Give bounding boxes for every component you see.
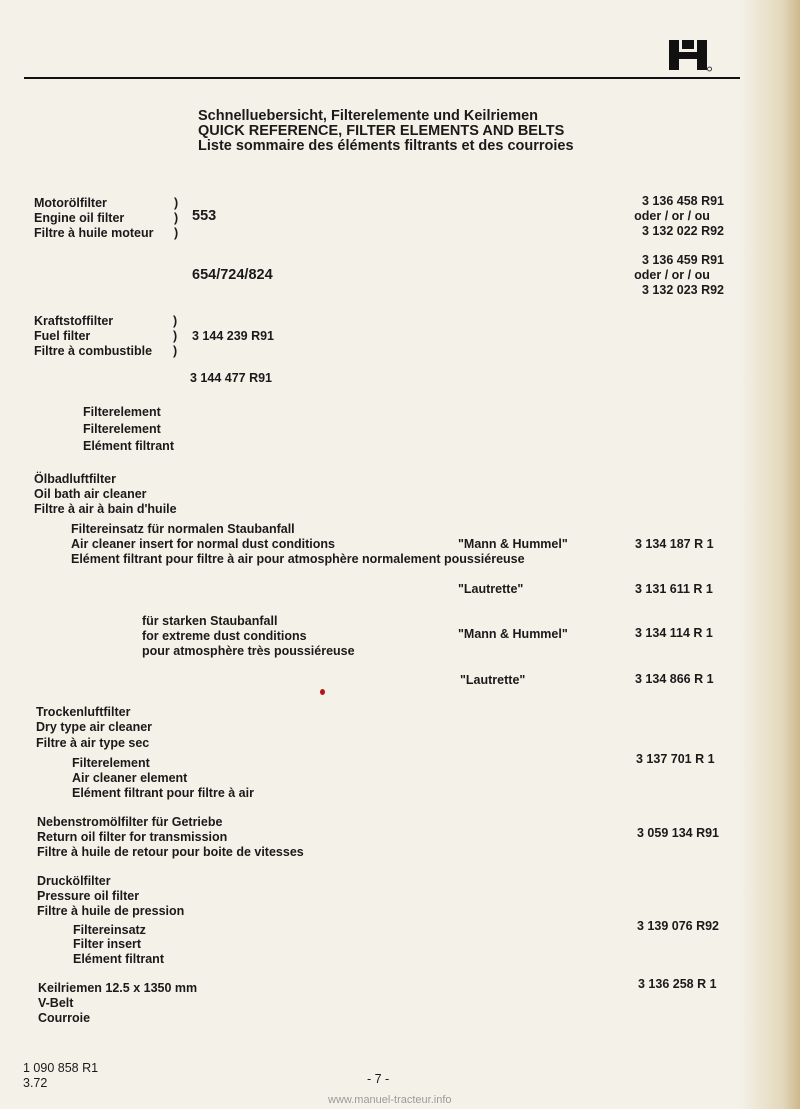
fuel-element-en: Filterelement [83,422,161,436]
oil-bath-label-fr: Filtre à air à bain d'huile [34,502,177,516]
fuel-part-1: 3 144 239 R91 [192,329,275,343]
oil-bath-normal-en: Air cleaner insert for normal dust conditions [71,537,335,551]
dry-type-label-en: Dry type air cleaner [36,720,153,734]
engine-oil-part-553-a: 3 136 458 R91 [641,194,724,208]
pressure-oil-insert-en: Filter insert [73,937,142,951]
engine-oil-label-de: Motorölfilter [34,196,107,210]
oil-bath-normal-part-mann-hummel: 3 134 187 R 1 [635,537,714,551]
pressure-oil-insert-fr: Elément filtrant [73,952,164,966]
return-oil-label-fr: Filtre à huile de retour pour boite de vitesses [37,845,304,859]
page-title [198,109,574,154]
pressure-oil-part: 3 139 076 R92 [637,919,720,933]
oil-bath-normal-fr: Elément filtrant pour filtre à air pour atmosphère normalement poussiéreuse [71,552,525,566]
watermark: www.manuel-tracteur.info [328,1094,452,1106]
engine-oil-label-en: Engine oil filter [34,211,125,225]
engine-oil-or-553: oder / or / ou [634,209,710,223]
bracket: ) [173,329,178,343]
dry-type-label-de: Trockenluftfilter [36,705,131,719]
fuel-label-en: Fuel filter [34,329,91,343]
ink-mark [320,689,325,695]
pressure-oil-insert-de: Filtereinsatz [73,923,146,937]
bracket: ) [174,226,179,240]
document-number: 1 090 858 R1 [23,1061,99,1075]
page-edge-shading [740,0,800,1109]
dry-type-label-fr: Filtre à air type sec [36,736,150,750]
fuel-part-2: 3 144 477 R91 [190,371,273,385]
fuel-label-fr: Filtre à combustible [34,344,153,358]
dry-type-element-fr: Elément filtrant pour filtre à air [72,786,254,800]
bracket: ) [174,196,179,210]
pressure-oil-label-fr: Filtre à huile de pression [37,904,185,918]
engine-oil-model-553: 553 [192,208,217,224]
engine-oil-part-553-b: 3 132 022 R92 [641,224,724,238]
title-french: Liste sommaire des éléments filtrants et des courroies [198,138,574,154]
oil-bath-label-en: Oil bath air cleaner [34,487,147,501]
return-oil-part: 3 059 134 R91 [637,826,720,840]
oil-bath-label-de: Ölbadluftfilter [34,472,116,486]
engine-oil-or-654: oder / or / ou [634,268,710,282]
vbelt-label-de: Keilriemen 12.5 x 1350 mm [38,981,198,995]
pressure-oil-label-en: Pressure oil filter [37,889,140,903]
oil-bath-extreme-part-lautrette: 3 134 866 R 1 [635,672,714,686]
fuel-element-fr: Elément filtrant [83,439,174,453]
bracket: ) [173,344,178,358]
dry-type-element-de: Filterelement [72,756,150,770]
oil-bath-extreme-en: for extreme dust conditions [142,629,307,643]
page-number: - 7 - [367,1072,390,1086]
title-english: QUICK REFERENCE, FILTER ELEMENTS AND BELTS [198,123,565,139]
pressure-oil-label-de: Druckölfilter [37,874,111,888]
oil-bath-normal-brand-lautrette: "Lautrette" [458,582,524,596]
oil-bath-extreme-de: für starken Staubanfall [142,614,278,628]
bracket: ) [173,314,178,328]
vbelt-label-fr: Courroie [38,1011,91,1025]
bracket: ) [174,211,179,225]
oil-bath-normal-brand-mann-hummel: "Mann & Hummel" [458,537,568,551]
title-german: Schnelluebersicht, Filterelemente und Keilriemen [198,108,539,124]
dry-type-element-en: Air cleaner element [72,771,188,785]
vbelt-label-en: V-Belt [38,996,74,1010]
oil-bath-extreme-part-mann-hummel: 3 134 114 R 1 [635,626,713,640]
fuel-element-de: Filterelement [83,405,161,419]
engine-oil-model-654-724-824: 654/724/824 [192,267,273,283]
return-oil-label-de: Nebenstromölfilter für Getriebe [37,815,223,829]
engine-oil-part-654-b: 3 132 023 R92 [641,283,724,297]
engine-oil-part-654-a: 3 136 459 R91 [641,253,724,267]
oil-bath-extreme-fr: pour atmosphère très poussiéreuse [142,644,355,658]
oil-bath-extreme-brand-mann-hummel: "Mann & Hummel" [458,627,568,641]
oil-bath-extreme-brand-lautrette: "Lautrette" [460,673,526,687]
ih-logo-icon [668,38,712,72]
dry-type-part: 3 137 701 R 1 [636,752,715,766]
document-date: 3.72 [23,1076,48,1090]
vbelt-part: 3 136 258 R 1 [638,977,717,991]
oil-bath-normal-part-lautrette: 3 131 611 R 1 [635,582,713,596]
engine-oil-label-fr: Filtre à huile moteur [34,226,154,240]
fuel-label-de: Kraftstoffilter [34,314,114,328]
header-rule [24,77,740,79]
oil-bath-normal-de: Filtereinsatz für normalen Staubanfall [71,522,295,536]
return-oil-label-en: Return oil filter for transmission [37,830,228,844]
